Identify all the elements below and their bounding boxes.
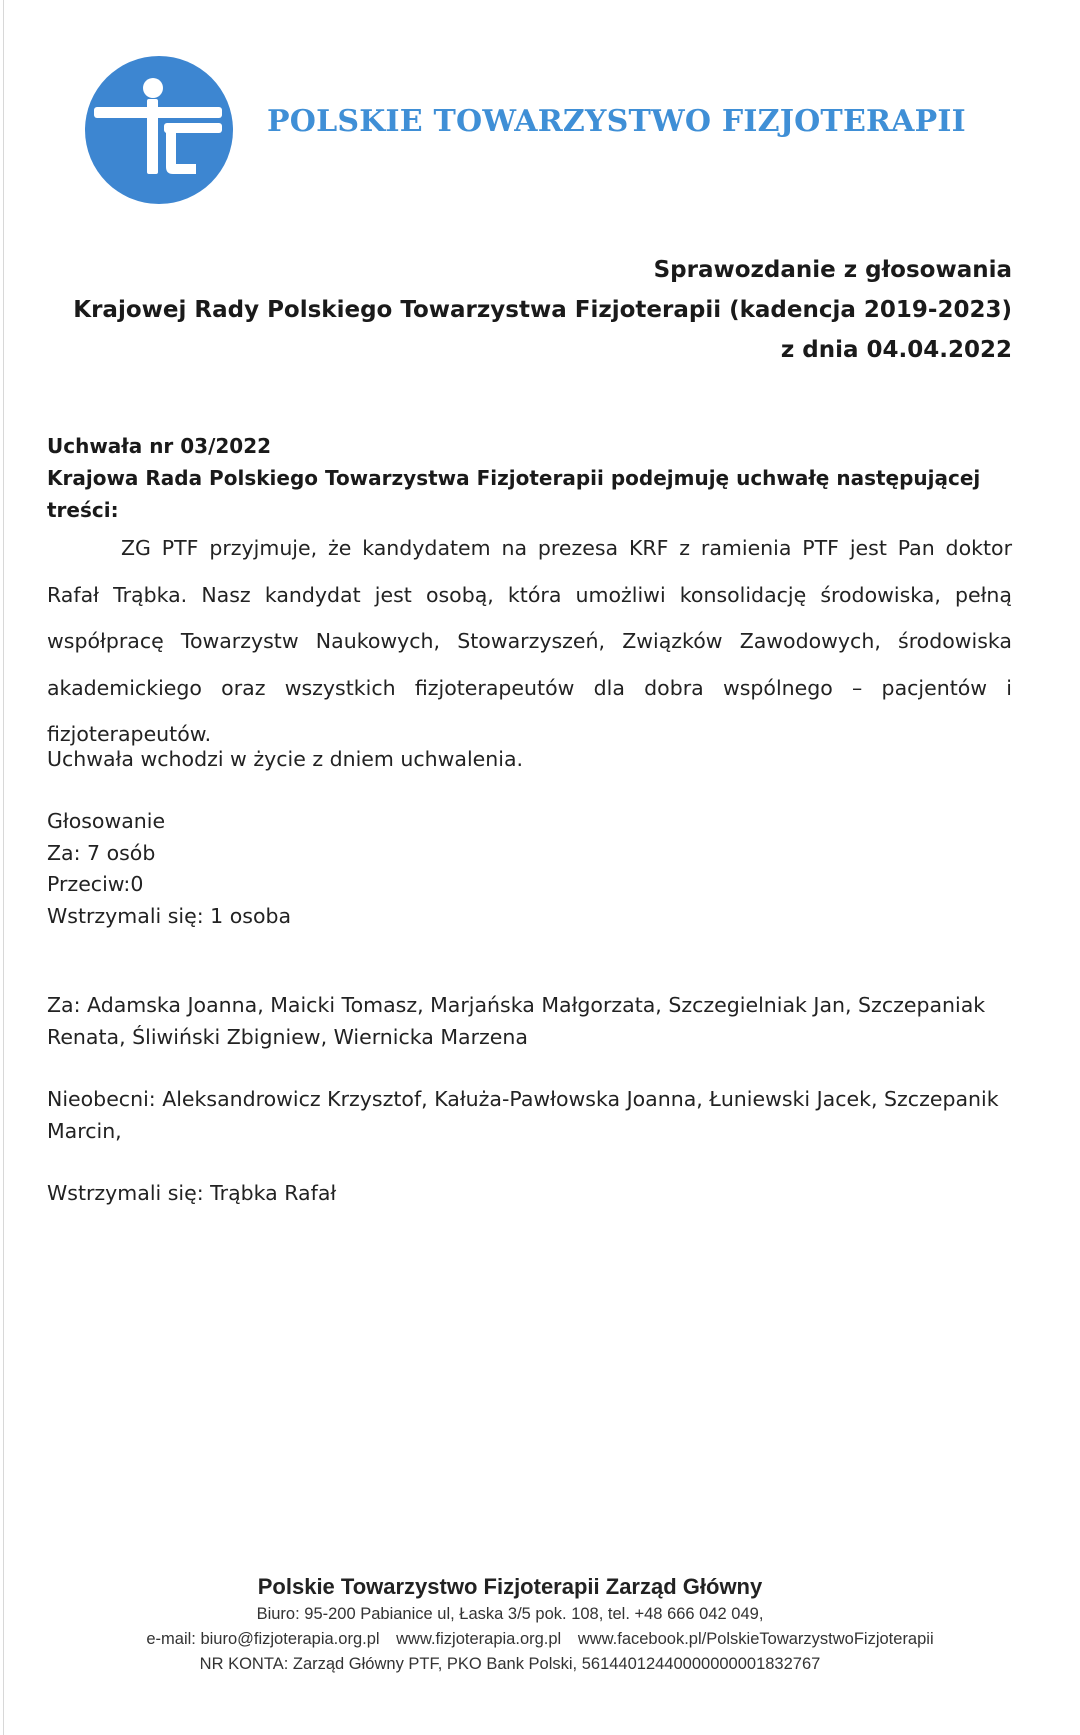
report-title-line2: Krajowej Rady Polskiego Towarzystwa Fizjoterapii (kadencja 2019-2023) — [73, 297, 1012, 323]
org-name: POLSKIE TOWARZYSTWO FIZJOTERAPII — [267, 104, 966, 139]
names-for: Za: Adamska Joanna, Maicki Tomasz, Marjańska Małgorzata, Szczegielniak Jan, Szczepaniak Renata, Śliwiński Zbigniew, Wiernicka Marzena — [47, 993, 986, 1049]
footer-facebook[interactable]: www.facebook.pl/PolskieTowarzystwoFizjoterapii — [577, 1630, 934, 1648]
voting-heading: Głosowanie — [47, 809, 166, 833]
footer-address: Biuro: 95-200 Pabianice ul, Łaska 3/5 pok. 108, tel. +48 666 042 049, — [256, 1605, 764, 1623]
report-title — [73, 250, 1012, 370]
voting-against: Przeciw:0 — [47, 872, 144, 896]
footer-bank-account: NR KONTA: Zarząd Główny PTF, PKO Bank Polski, 56144012440000000001832767 — [199, 1655, 821, 1673]
footer-title: Polskie Towarzystwo Fizjoterapii Zarząd Główny — [257, 1574, 763, 1599]
resolution-heading — [47, 430, 1012, 526]
voting-for: Za: 7 osób — [47, 840, 156, 865]
footer-contacts — [0, 1627, 1080, 1652]
footer-website[interactable]: www.fizjoterapia.org.pl — [396, 1630, 562, 1648]
resolution-body: ZG PTF przyjmuje, że kandydatem na prezesa KRF z ramienia PTF jest Pan doktor Rafał Trąbka. Nasz kandydat jest osobą, która umożliwi konsolidację środowiska, pełną współpracę Towarzystw Naukowych, Stowarzyszeń, Związków Zawodowych, środowiska akademickiego oraz wszystkich fizjoterapeutów dla dobra wspólnego – pacjentów i fizjoterapeutów. — [47, 536, 1012, 746]
resolution-in-force: Uchwała wchodzi w życie z dniem uchwalenia. — [47, 747, 524, 771]
footer-email[interactable]: e-mail: biuro@fizjoterapia.org.pl — [146, 1630, 380, 1648]
names-absent: Nieobecni: Aleksandrowicz Krzysztof, Kałuża-Pawłowska Joanna, Łuniewski Jacek, Szczepanik Marcin, — [47, 1087, 999, 1143]
ptf-logo-icon — [84, 55, 234, 205]
resolution-number: Uchwała nr 03/2022 — [47, 434, 272, 458]
report-date: z dnia 04.04.2022 — [780, 337, 1012, 363]
names-abstained: Wstrzymali się: Trąbka Rafał — [47, 1181, 337, 1205]
report-title-line1: Sprawozdanie z głosowania — [653, 257, 1012, 283]
voting-abstained: Wstrzymali się: 1 osoba — [47, 903, 292, 928]
resolution-intro: Krajowa Rada Polskiego Towarzystwa Fizjoterapii podejmuję uchwałę następującej treści: — [47, 466, 981, 522]
page-edge — [3, 0, 4, 1735]
voting-summary — [47, 806, 1012, 932]
footer — [0, 1572, 1080, 1677]
